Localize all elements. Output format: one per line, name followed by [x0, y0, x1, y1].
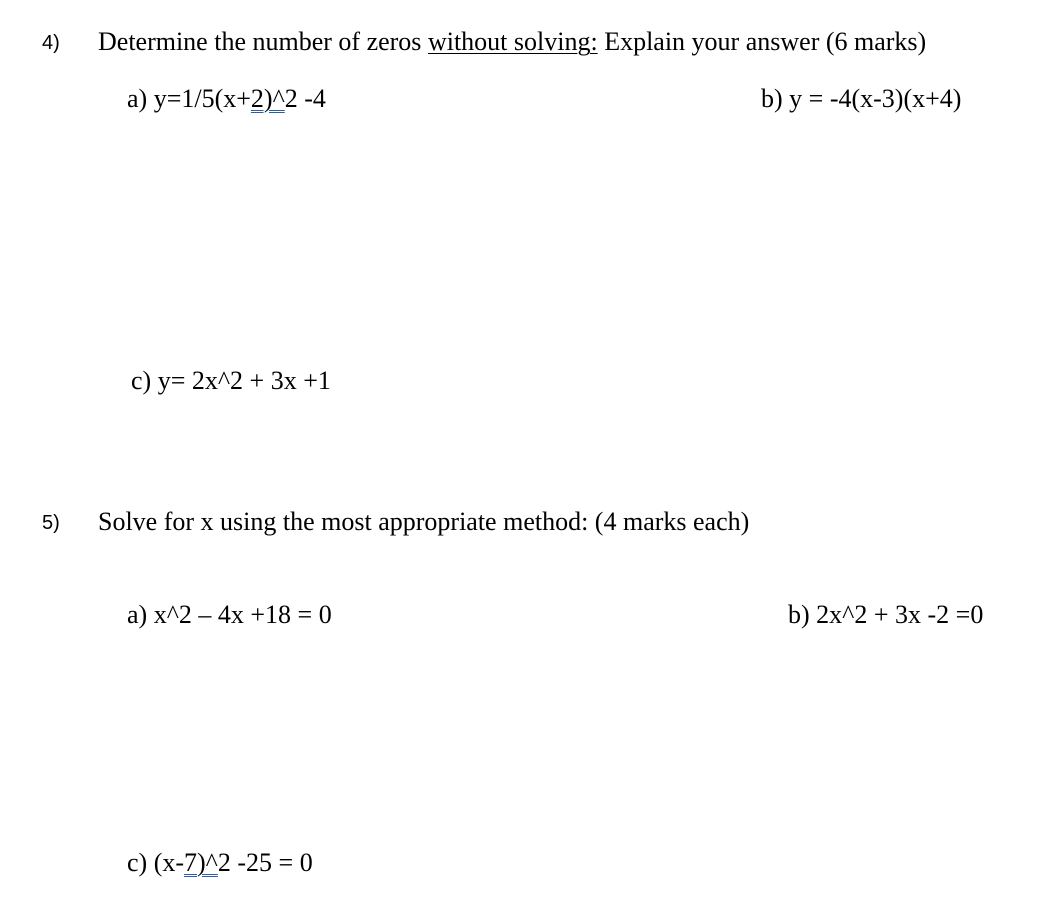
question-5c-marked: 7)^ [184, 848, 218, 877]
question-4c: c) y= 2x^2 + 3x +1 [131, 366, 331, 395]
question-5-prompt: Solve for x using the most appropriate method: (4 marks each) [98, 507, 750, 536]
question-4a-end: 2 -4 [284, 84, 326, 113]
question-4a [127, 84, 326, 114]
question-4b: b) y = -4(x-3)(x+4) [761, 84, 962, 113]
question-5b: b) 2x^2 + 3x -2 =0 [788, 600, 984, 629]
question-4a-start: a) y=1/5(x+ [127, 84, 251, 113]
question-4-prompt-underlined: without solving: [427, 27, 598, 56]
question-5c-start: c) (x- [127, 848, 185, 877]
question-5a: a) x^2 – 4x +18 = 0 [127, 600, 332, 629]
question-4-prompt [98, 27, 926, 57]
question-4a-marked: 2)^ [250, 84, 285, 113]
question-5c [127, 848, 313, 878]
question-4-prompt-end: Explain your answer (6 marks) [597, 27, 927, 56]
question-4-number: 4) [42, 32, 60, 54]
question-5-number: 5) [42, 512, 60, 534]
question-5c-end: 2 -25 = 0 [217, 848, 313, 877]
question-4-prompt-start: Determine the number of zeros [98, 27, 428, 56]
